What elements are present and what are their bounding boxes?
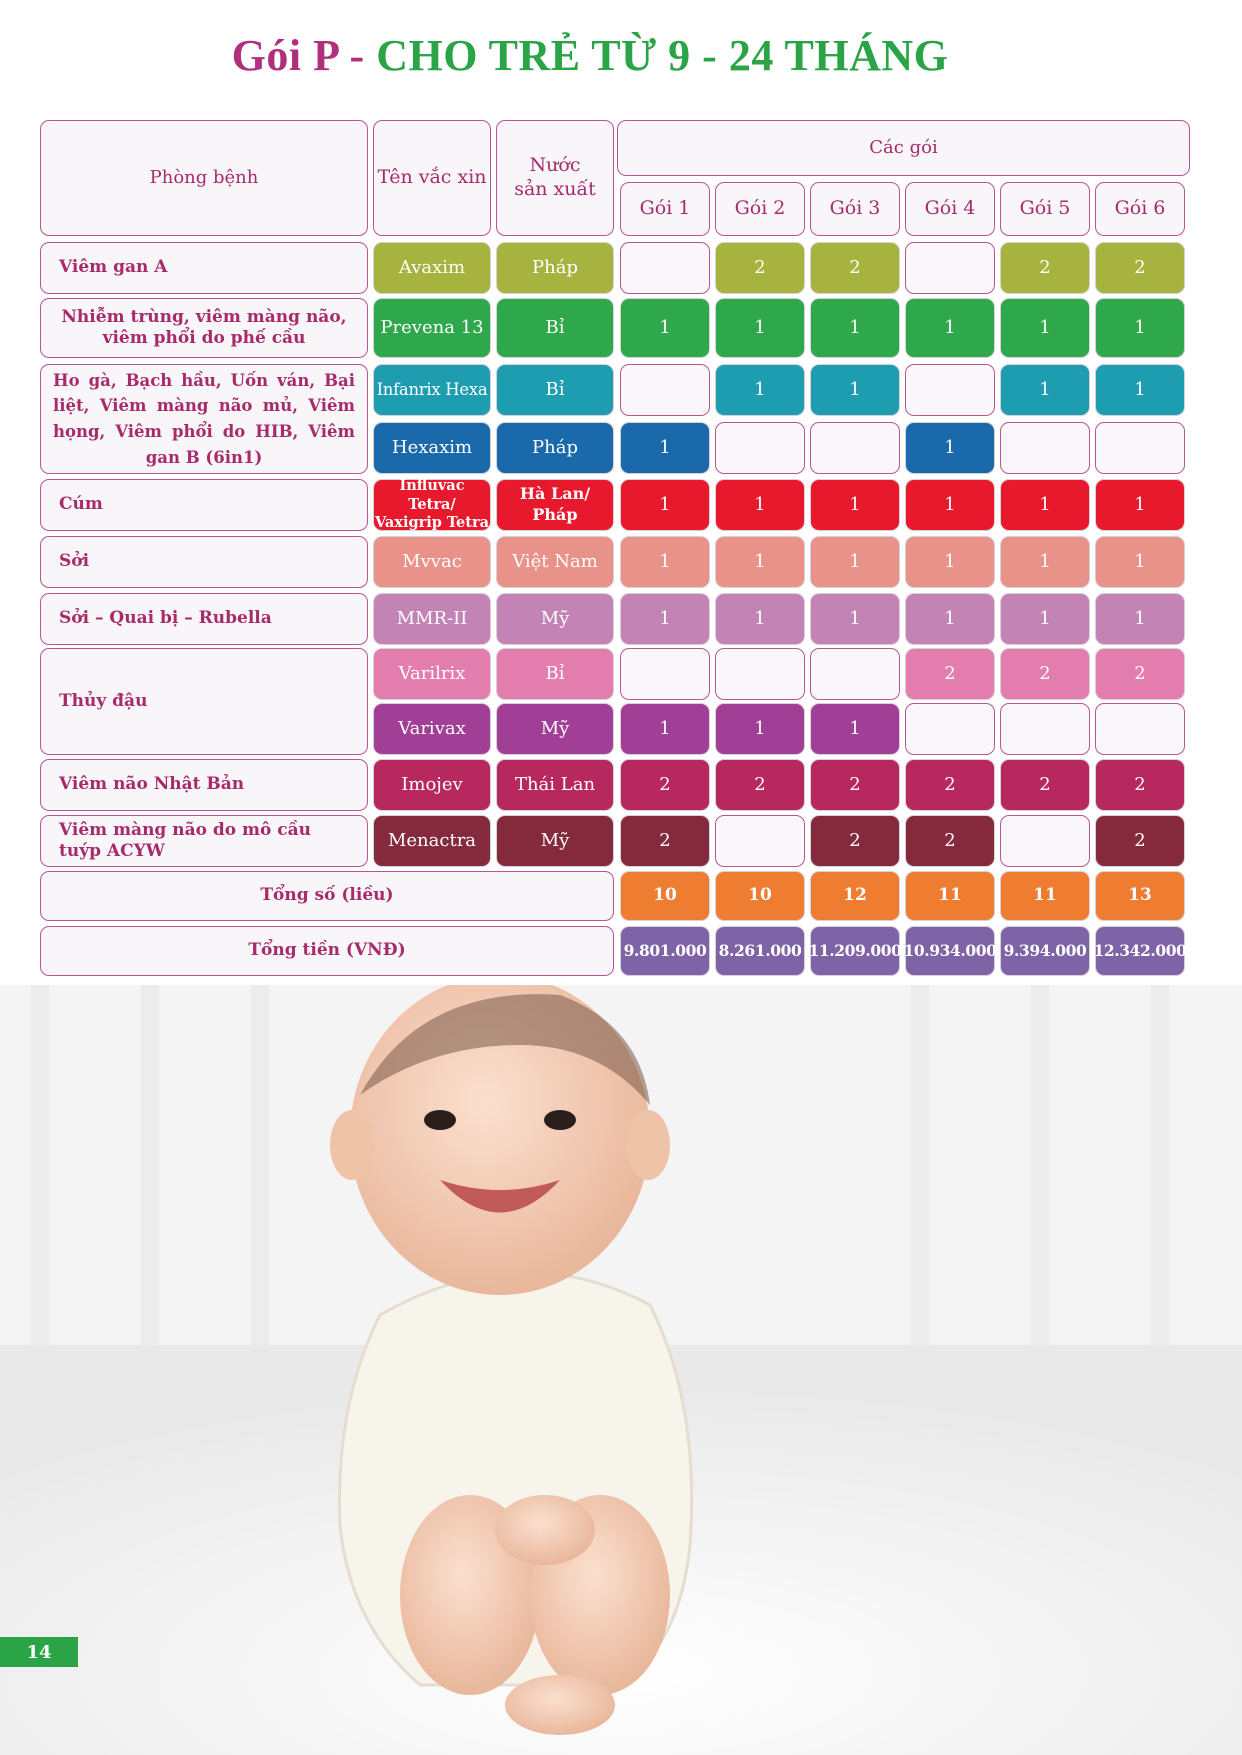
total-price-value: 11.209.000 <box>810 926 900 976</box>
dose-cell: 1 <box>715 364 805 416</box>
dose-cell: 1 <box>905 422 995 474</box>
disease-label: Viêm gan A <box>40 242 368 294</box>
title-part-1: Gói P - <box>231 31 377 80</box>
dose-cell: 1 <box>1000 479 1090 531</box>
header-package-3: Gói 3 <box>810 182 900 236</box>
baby-illustration <box>0 985 1242 1755</box>
dose-cell: 2 <box>1000 648 1090 700</box>
disease-label: Sởi – Quai bị – Rubella <box>40 593 368 645</box>
dose-cell: 1 <box>715 536 805 588</box>
dose-cell-empty <box>905 364 995 416</box>
dose-cell-empty <box>620 648 710 700</box>
dose-cell: 2 <box>1000 759 1090 811</box>
country-name: Hà Lan/ Pháp <box>496 479 614 531</box>
dose-cell: 1 <box>620 536 710 588</box>
total-doses-value: 10 <box>620 871 710 921</box>
disease-label: Viêm não Nhật Bản <box>40 759 368 811</box>
total-doses-value: 12 <box>810 871 900 921</box>
dose-cell: 1 <box>810 479 900 531</box>
dose-cell: 2 <box>620 759 710 811</box>
dose-cell: 2 <box>620 815 710 867</box>
page-title <box>0 30 1180 81</box>
vaccine-name: Hexaxim <box>373 422 491 474</box>
header-vaccine: Tên vắc xin <box>373 120 491 236</box>
country-name: Bỉ <box>496 298 614 358</box>
disease-label: Ho gà, Bạch hầu, Uốn ván, Bại liệt, Viêm màng não mủ, Viêm họng, Viêm phổi do HIB, Viêm gan B (6in1) <box>40 364 368 474</box>
total-doses-label: Tổng số (liều) <box>40 871 614 921</box>
header-disease: Phòng bệnh <box>40 120 368 236</box>
baby-photo <box>0 985 1242 1755</box>
header-package-1: Gói 1 <box>620 182 710 236</box>
dose-cell-empty <box>1000 422 1090 474</box>
dose-cell: 1 <box>810 364 900 416</box>
header-package-4: Gói 4 <box>905 182 995 236</box>
country-name: Mỹ <box>496 703 614 755</box>
vaccine-name: Mvvac <box>373 536 491 588</box>
vaccine-name: Menactra <box>373 815 491 867</box>
dose-cell-empty <box>810 648 900 700</box>
dose-cell-empty <box>1000 815 1090 867</box>
dose-cell: 1 <box>715 593 805 645</box>
dose-cell: 2 <box>1000 242 1090 294</box>
dose-cell: 2 <box>905 648 995 700</box>
total-doses-value: 10 <box>715 871 805 921</box>
header-package-6: Gói 6 <box>1095 182 1185 236</box>
total-doses-value: 11 <box>905 871 995 921</box>
header-package-2: Gói 2 <box>715 182 805 236</box>
dose-cell: 1 <box>620 593 710 645</box>
dose-cell: 1 <box>905 479 995 531</box>
disease-label: Nhiễm trùng, viêm màng não, viêm phổi do phế cầu <box>40 298 368 358</box>
dose-cell-empty <box>715 815 805 867</box>
dose-cell: 1 <box>1000 364 1090 416</box>
dose-cell-empty <box>620 242 710 294</box>
dose-cell: 2 <box>1095 648 1185 700</box>
dose-cell-empty <box>620 364 710 416</box>
country-name: Mỹ <box>496 593 614 645</box>
dose-cell: 1 <box>1095 364 1185 416</box>
disease-label: Cúm <box>40 479 368 531</box>
total-price-value: 10.934.000 <box>905 926 995 976</box>
dose-cell: 2 <box>905 759 995 811</box>
dose-cell: 1 <box>1000 593 1090 645</box>
dose-cell-empty <box>1095 422 1185 474</box>
country-name: Việt Nam <box>496 536 614 588</box>
dose-cell: 1 <box>810 536 900 588</box>
dose-cell: 1 <box>1000 298 1090 358</box>
country-name: Bỉ <box>496 648 614 700</box>
total-price-value: 12.342.000 <box>1095 926 1185 976</box>
vaccine-name: Varivax <box>373 703 491 755</box>
dose-cell: 1 <box>1000 536 1090 588</box>
vaccine-name: Influvac Tetra/ Vaxigrip Tetra <box>374 476 490 532</box>
dose-cell: 1 <box>715 479 805 531</box>
dose-cell-empty <box>810 422 900 474</box>
dose-cell-empty <box>905 242 995 294</box>
dose-cell: 1 <box>905 593 995 645</box>
country-name: Pháp <box>496 422 614 474</box>
header-package-5: Gói 5 <box>1000 182 1090 236</box>
total-price-value: 9.801.000 <box>620 926 710 976</box>
total-doses-value: 13 <box>1095 871 1185 921</box>
dose-cell: 1 <box>905 298 995 358</box>
dose-cell: 2 <box>810 815 900 867</box>
total-price-label: Tổng tiền (VNĐ) <box>40 926 614 976</box>
disease-label: Sởi <box>40 536 368 588</box>
disease-label: Viêm màng não do mô cầu tuýp ACYW <box>40 815 368 867</box>
dose-cell-empty <box>715 648 805 700</box>
dose-cell: 1 <box>905 536 995 588</box>
dose-cell: 2 <box>1095 759 1185 811</box>
total-price-value: 8.261.000 <box>715 926 805 976</box>
dose-cell: 1 <box>1095 479 1185 531</box>
dose-cell: 2 <box>810 242 900 294</box>
vaccine-name: Prevena 13 <box>373 298 491 358</box>
disease-label: Thủy đậu <box>40 648 368 755</box>
title-part-2: CHO TRẺ TỪ 9 - 24 THÁNG <box>376 31 949 80</box>
dose-cell-empty <box>1000 703 1090 755</box>
dose-cell: 1 <box>810 298 900 358</box>
dose-cell: 1 <box>620 298 710 358</box>
dose-cell-empty <box>905 703 995 755</box>
dose-cell-empty <box>715 422 805 474</box>
dose-cell-empty <box>1095 703 1185 755</box>
page-number: 14 <box>0 1637 78 1667</box>
dose-cell: 1 <box>620 479 710 531</box>
dose-cell: 2 <box>1095 815 1185 867</box>
dose-cell: 1 <box>810 703 900 755</box>
dose-cell: 1 <box>1095 593 1185 645</box>
dose-cell: 2 <box>905 815 995 867</box>
dose-cell: 2 <box>715 759 805 811</box>
dose-cell: 1 <box>715 298 805 358</box>
total-price-value: 9.394.000 <box>1000 926 1090 976</box>
vaccine-name: Varilrix <box>373 648 491 700</box>
total-doses-value: 11 <box>1000 871 1090 921</box>
vaccine-name: Avaxim <box>373 242 491 294</box>
dose-cell: 2 <box>715 242 805 294</box>
dose-cell: 1 <box>1095 536 1185 588</box>
dose-cell: 1 <box>620 422 710 474</box>
dose-cell: 1 <box>1095 298 1185 358</box>
dose-cell: 1 <box>810 593 900 645</box>
country-name: Thái Lan <box>496 759 614 811</box>
vaccine-name: Imojev <box>373 759 491 811</box>
header-country: Nước sản xuất <box>496 120 614 236</box>
dose-cell: 1 <box>715 703 805 755</box>
country-name: Bỉ <box>496 364 614 416</box>
vaccine-name: MMR-II <box>373 593 491 645</box>
dose-cell: 2 <box>1095 242 1185 294</box>
dose-cell: 1 <box>620 703 710 755</box>
vaccine-name: Infanrix Hexa <box>373 364 491 416</box>
dose-cell: 2 <box>810 759 900 811</box>
country-name: Pháp <box>496 242 614 294</box>
country-name: Mỹ <box>496 815 614 867</box>
header-packages: Các gói <box>617 120 1190 176</box>
